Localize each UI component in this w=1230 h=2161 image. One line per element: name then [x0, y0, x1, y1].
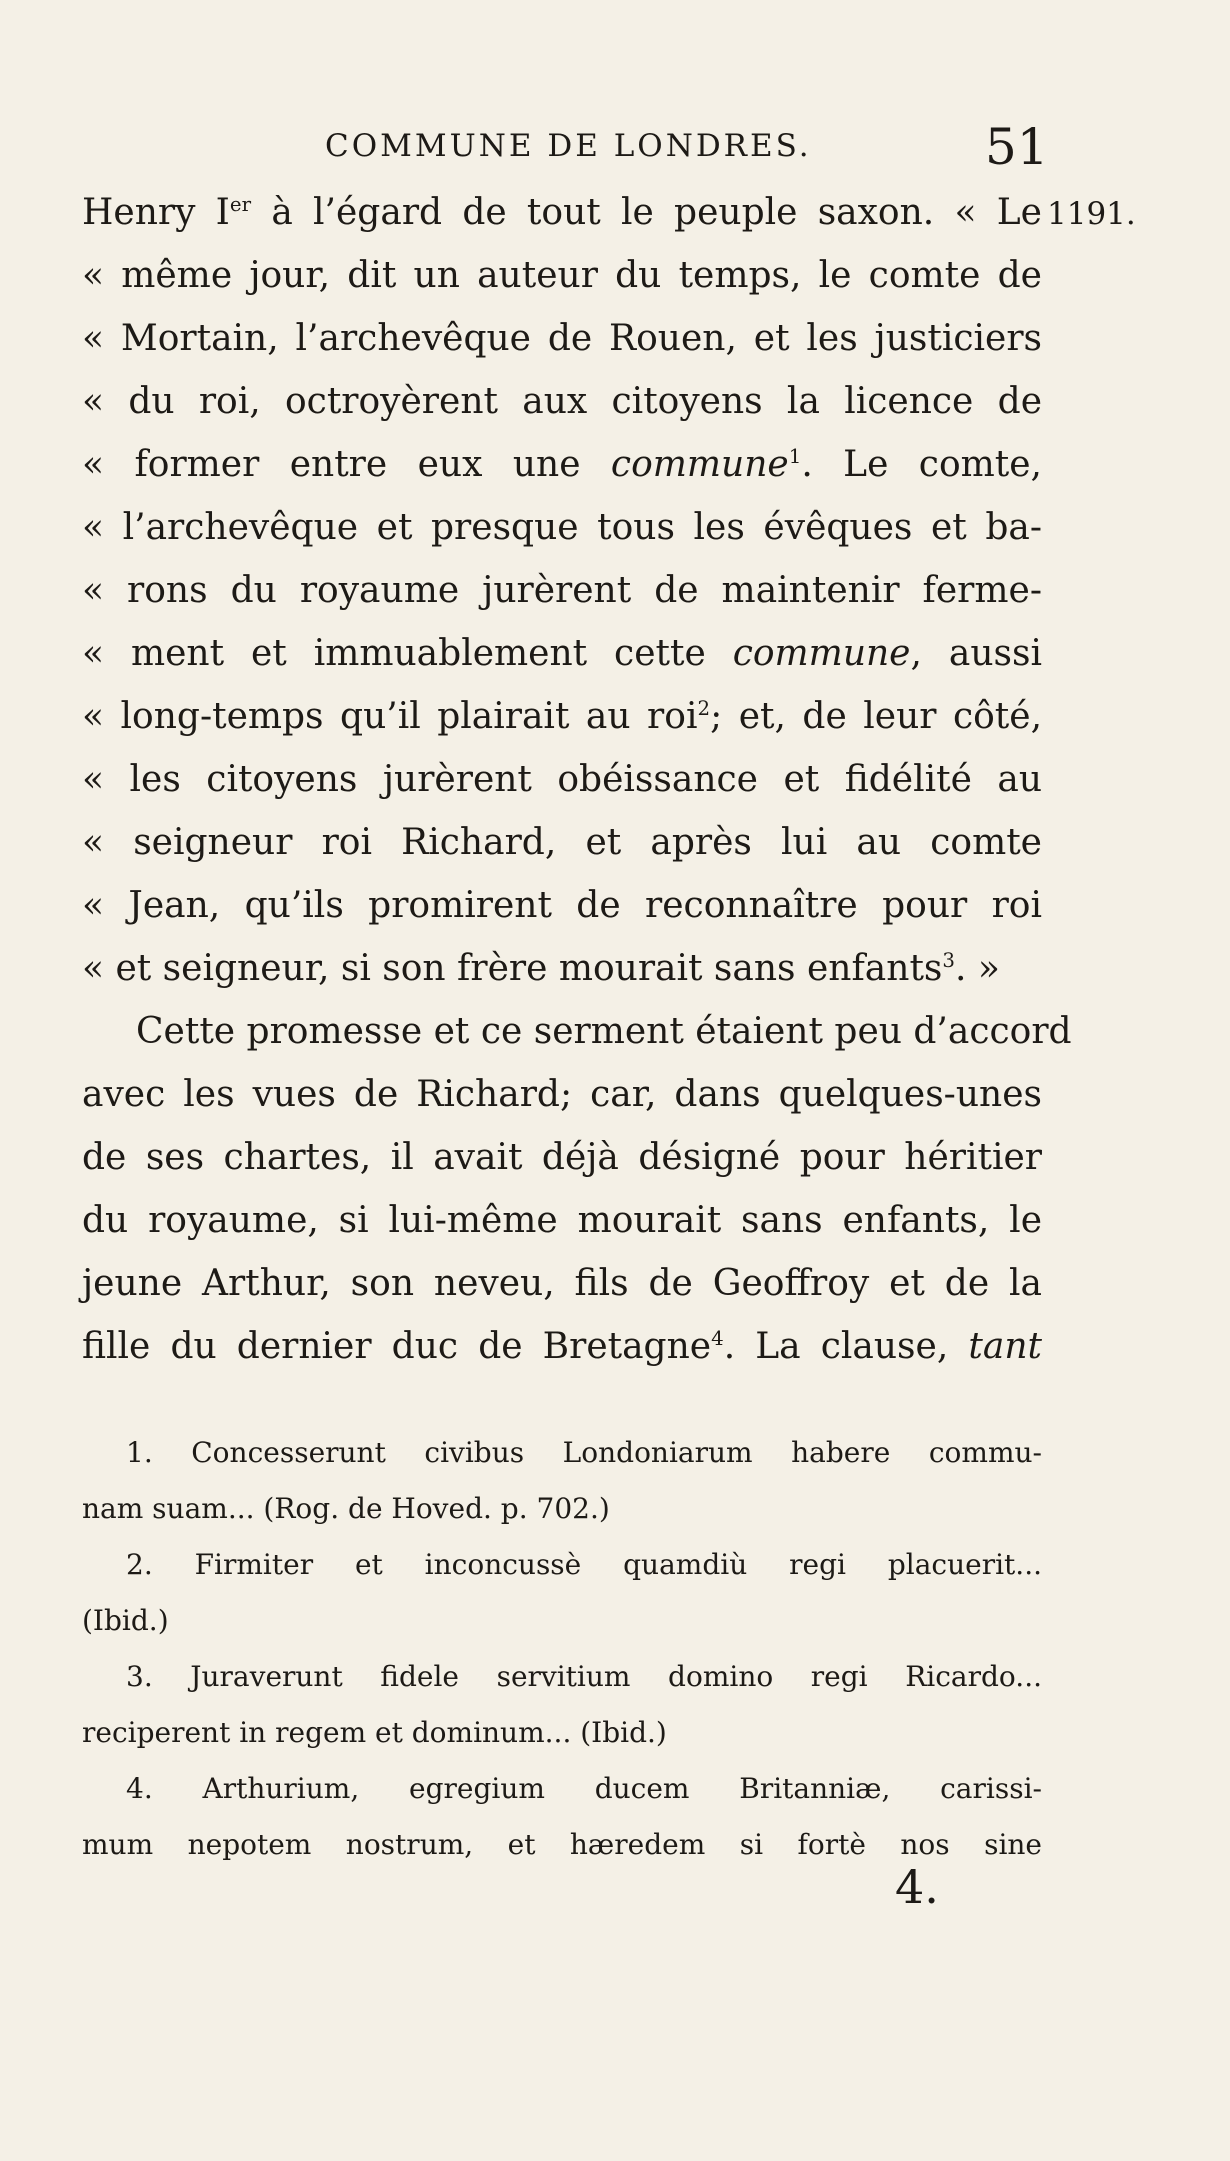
- body-line: « long-temps qu’il plairait au roi$^2$; et, de leur côté,: [82, 696, 1043, 737]
- body-line: « Mortain, l’archevêque de Rouen, et les justiciers: [82, 318, 1042, 359]
- page-number: 51: [985, 118, 1049, 176]
- body-line: Henry Ier à l’égard de tout le peuple saxon. « Le: [82, 192, 1042, 233]
- margin-date-note: 1191.: [1047, 196, 1136, 232]
- body-line: « les citoyens jurèrent obéissance et fidélité au: [82, 759, 1042, 800]
- footnote-line: (Ibid.): [82, 1604, 169, 1637]
- body-line: « et seigneur, si son frère mourait sans enfants$^3$. »: [82, 948, 1000, 989]
- body-line: du royaume, si lui-même mourait sans enfants, le: [82, 1200, 1042, 1241]
- footnote-line: reciperent in regem et dominum... (Ibid.): [82, 1716, 667, 1749]
- body-line: « seigneur roi Richard, et après lui au comte: [82, 822, 1042, 863]
- body-line: jeune Arthur, son neveu, fils de Geoffroy et de la: [82, 1263, 1042, 1304]
- body-line: « l’archevêque et presque tous les évêques et ba-: [82, 507, 1042, 548]
- footnote-line: nam suam... (Rog. de Hoved. p. 702.): [82, 1492, 610, 1525]
- body-line: « ment et immuablement cette commune, aussi: [82, 633, 1042, 674]
- footnote-line: 3. Juraverunt fidele servitium domino regi Ricardo...: [126, 1660, 1042, 1693]
- body-line: avec les vues de Richard; car, dans quelques-unes: [82, 1074, 1042, 1115]
- signature-mark: 4.: [895, 1860, 939, 1914]
- body-line: « du roi, octroyèrent aux citoyens la licence de: [82, 381, 1042, 422]
- body-line: fille du dernier duc de Bretagne$^4$. La clause, tant: [82, 1326, 1042, 1367]
- footnote-line: 2. Firmiter et inconcussè quamdiù regi placuerit...: [126, 1548, 1042, 1581]
- body-line: de ses chartes, il avait déjà désigné pour héritier: [82, 1137, 1042, 1178]
- running-title: COMMUNE DE LONDRES.: [325, 128, 812, 164]
- footnote-line: mum nepotem nostrum, et hæredem si fortè nos sine: [82, 1828, 1042, 1861]
- body-line: « former entre eux une commune$^1$. Le comte,: [82, 444, 1042, 485]
- body-line: Cette promesse et ce serment étaient peu d’accord: [136, 1011, 1072, 1052]
- page-header: [0, 118, 1230, 176]
- footnote-line: 4. Arthurium, egregium ducem Britanniæ, carissi-: [126, 1772, 1042, 1805]
- body-line: « rons du royaume jurèrent de maintenir ferme-: [82, 570, 1042, 611]
- body-line: « même jour, dit un auteur du temps, le comte de: [82, 255, 1042, 296]
- body-line: « Jean, qu’ils promirent de reconnaître pour roi: [82, 885, 1042, 926]
- footnote-line: 1. Concesserunt civibus Londoniarum habere commu-: [126, 1436, 1042, 1469]
